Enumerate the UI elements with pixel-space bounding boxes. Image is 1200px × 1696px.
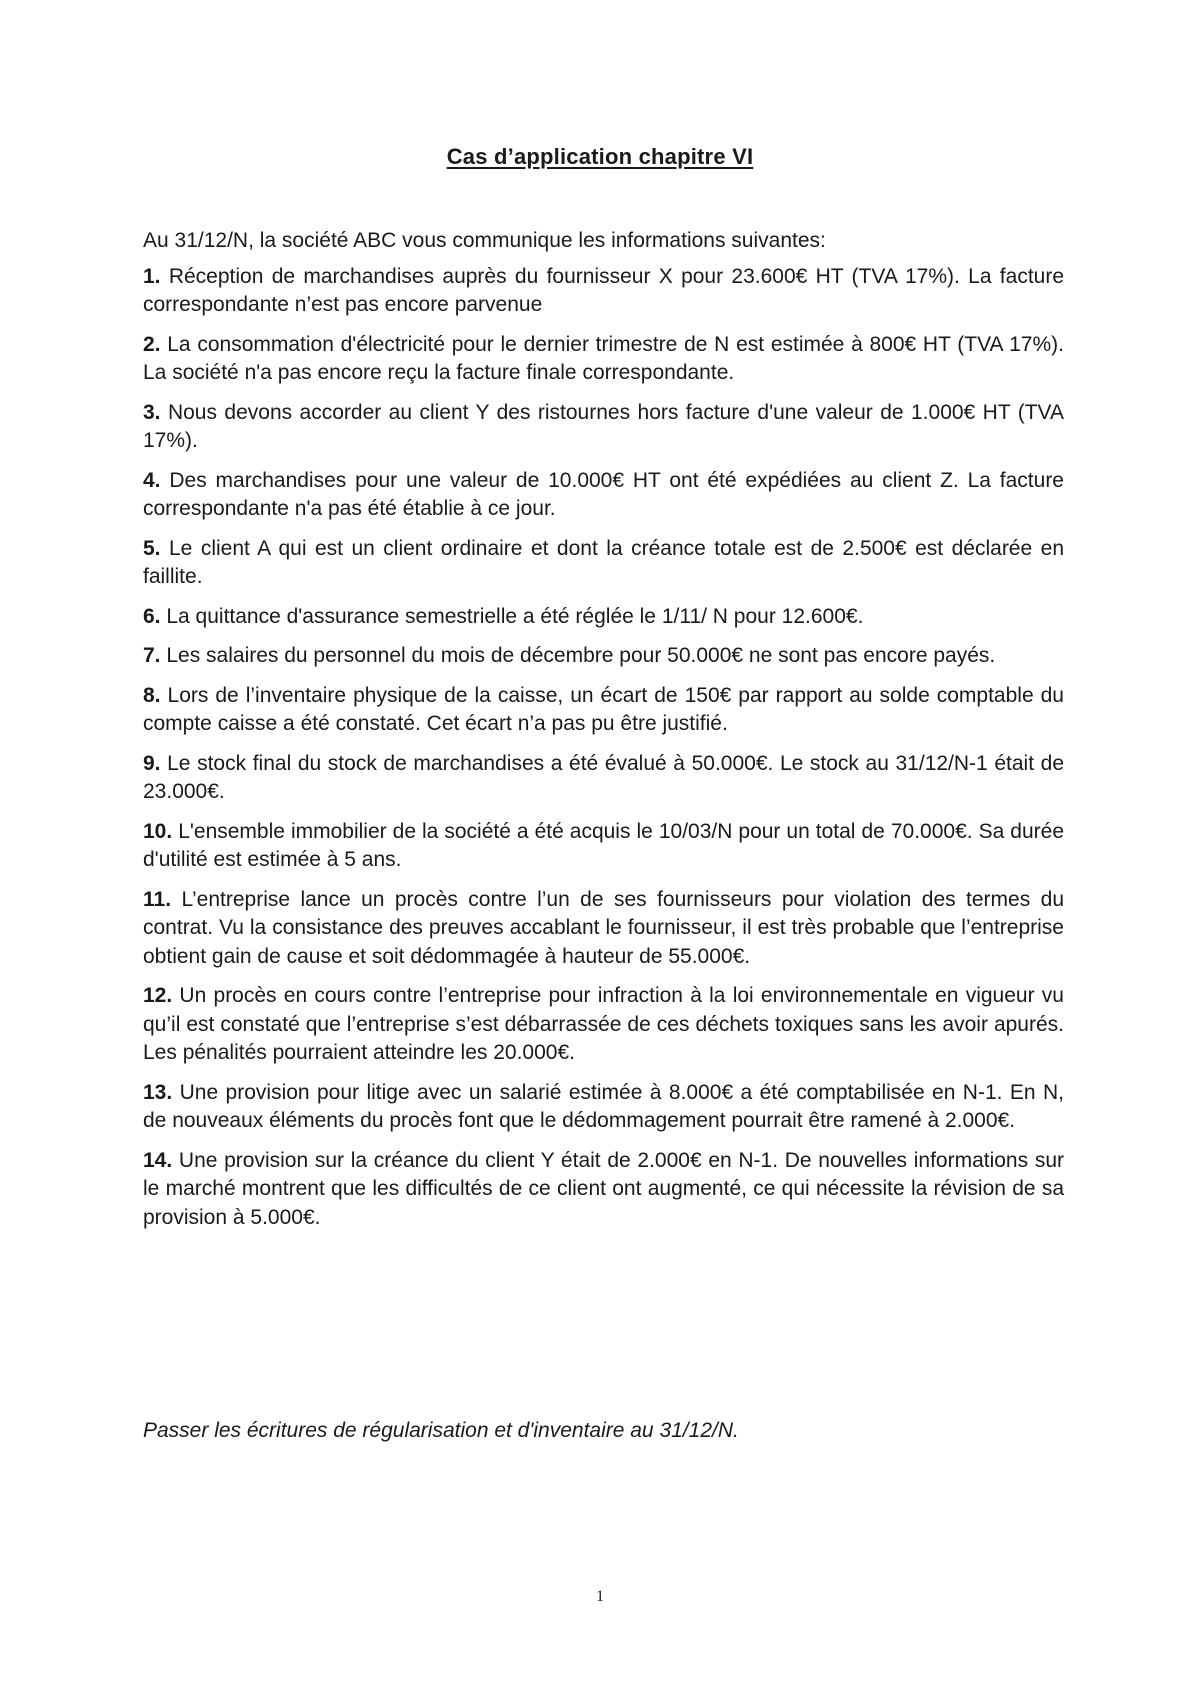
list-item-5: [143, 535, 1064, 592]
list-item-6: [143, 603, 1064, 632]
instruction-text: Passer les écritures de régularisation et d'inventaire au 31/12/N.: [143, 1419, 739, 1442]
item-text: Nous devons accorder au client Y des ristournes hors facture d'une valeur de 1.000€ HT (TVA 17%).: [143, 400, 1064, 452]
item-number: 10.: [143, 819, 173, 843]
list-item-11: [143, 886, 1064, 972]
item-text: Le client A qui est un client ordinaire et dont la créance totale est de 2.500€ est déclarée en faillite.: [143, 536, 1064, 588]
list-item-14: [143, 1147, 1064, 1233]
list-item-1: [143, 263, 1064, 320]
page-number: 1: [596, 1588, 604, 1605]
list-item-9: [143, 750, 1064, 807]
item-number: 3.: [143, 400, 161, 424]
list-item-10: [143, 818, 1064, 875]
intro-paragraph: Au 31/12/N, la société ABC vous communique les informations suivantes:: [143, 229, 826, 252]
item-number: 14.: [143, 1148, 173, 1172]
list-item-12: [143, 982, 1064, 1068]
list-item-13: [143, 1079, 1064, 1136]
item-text: Un procès en cours contre l’entreprise pour infraction à la loi environnementale en vigueur vu qu’il est constaté que l’entreprise s’est débarrassée de ces déchets toxiques sans les avoir apurés. Les pénalités pourraient atteindre les 20.000€.: [143, 984, 1064, 1064]
item-text: Réception de marchandises auprès du fournisseur X pour 23.600€ HT (TVA 17%). La facture correspondante n’est pas encore parvenue: [143, 264, 1064, 316]
item-text: Des marchandises pour une valeur de 10.000€ HT ont été expédiées au client Z. La facture correspondante n'a pas été établie à ce jour.: [143, 468, 1064, 520]
item-number: 5.: [143, 536, 161, 560]
item-number: 8.: [143, 683, 161, 707]
list-item-8: [143, 682, 1064, 739]
item-number: 13.: [143, 1080, 173, 1104]
list-item-2: [143, 331, 1064, 388]
document-body: [143, 227, 1064, 1243]
item-number: 2.: [143, 332, 161, 356]
item-text: La quittance d'assurance semestrielle a été réglée le 1/11/ N pour 12.600€.: [160, 604, 864, 628]
item-number: 6.: [143, 604, 161, 628]
item-number: 9.: [143, 751, 161, 775]
item-text: Les salaires du personnel du mois de décembre pour 50.000€ ne sont pas encore payés.: [160, 644, 996, 667]
list-item-7: [143, 642, 1064, 671]
item-text: Lors de l’inventaire physique de la caisse, un écart de 150€ par rapport au solde comptable du compte caisse a été constaté. Cet écart n’a pas pu être justifié.: [143, 683, 1064, 735]
item-number: 7.: [143, 644, 161, 667]
item-text: L'ensemble immobilier de la société a été acquis le 10/03/N pour un total de 70.000€. Sa durée d'utilité est estimée à 5 ans.: [143, 819, 1064, 871]
document-title: Cas d’application chapitre VI: [446, 144, 754, 169]
item-text: Une provision sur la créance du client Y était de 2.000€ en N-1. De nouvelles informations sur le marché montrent que les difficultés de ce client ont augmenté, ce qui nécessite la révision de sa provision à 5.000€.: [143, 1148, 1064, 1229]
item-text: La consommation d'électricité pour le dernier trimestre de N est estimée à 800€ HT (TVA 17%). La société n'a pas encore reçu la facture finale correspondante.: [143, 332, 1064, 384]
list-item-4: [143, 467, 1064, 524]
item-number: 12.: [143, 984, 173, 1007]
item-number: 11.: [143, 887, 172, 911]
item-number: 4.: [143, 468, 161, 492]
list-item-3: [143, 399, 1064, 456]
item-text: Une provision pour litige avec un salarié estimée à 8.000€ a été comptabilisée en N-1. En N, de nouveaux éléments du procès font que le dédommagement pourrait être ramené à 2.000€.: [143, 1080, 1064, 1132]
item-number: 1.: [143, 264, 161, 288]
item-text: Le stock final du stock de marchandises a été évalué à 50.000€. Le stock au 31/12/N-1 était de 23.000€.: [143, 751, 1064, 803]
item-text: L’entreprise lance un procès contre l’un de ses fournisseurs pour violation des termes du contrat. Vu la consistance des preuves accablant le fournisseur, il est très probable que l’entreprise obtient gain de cause et soit dédommagée à hauteur de 55.000€.: [143, 887, 1064, 968]
